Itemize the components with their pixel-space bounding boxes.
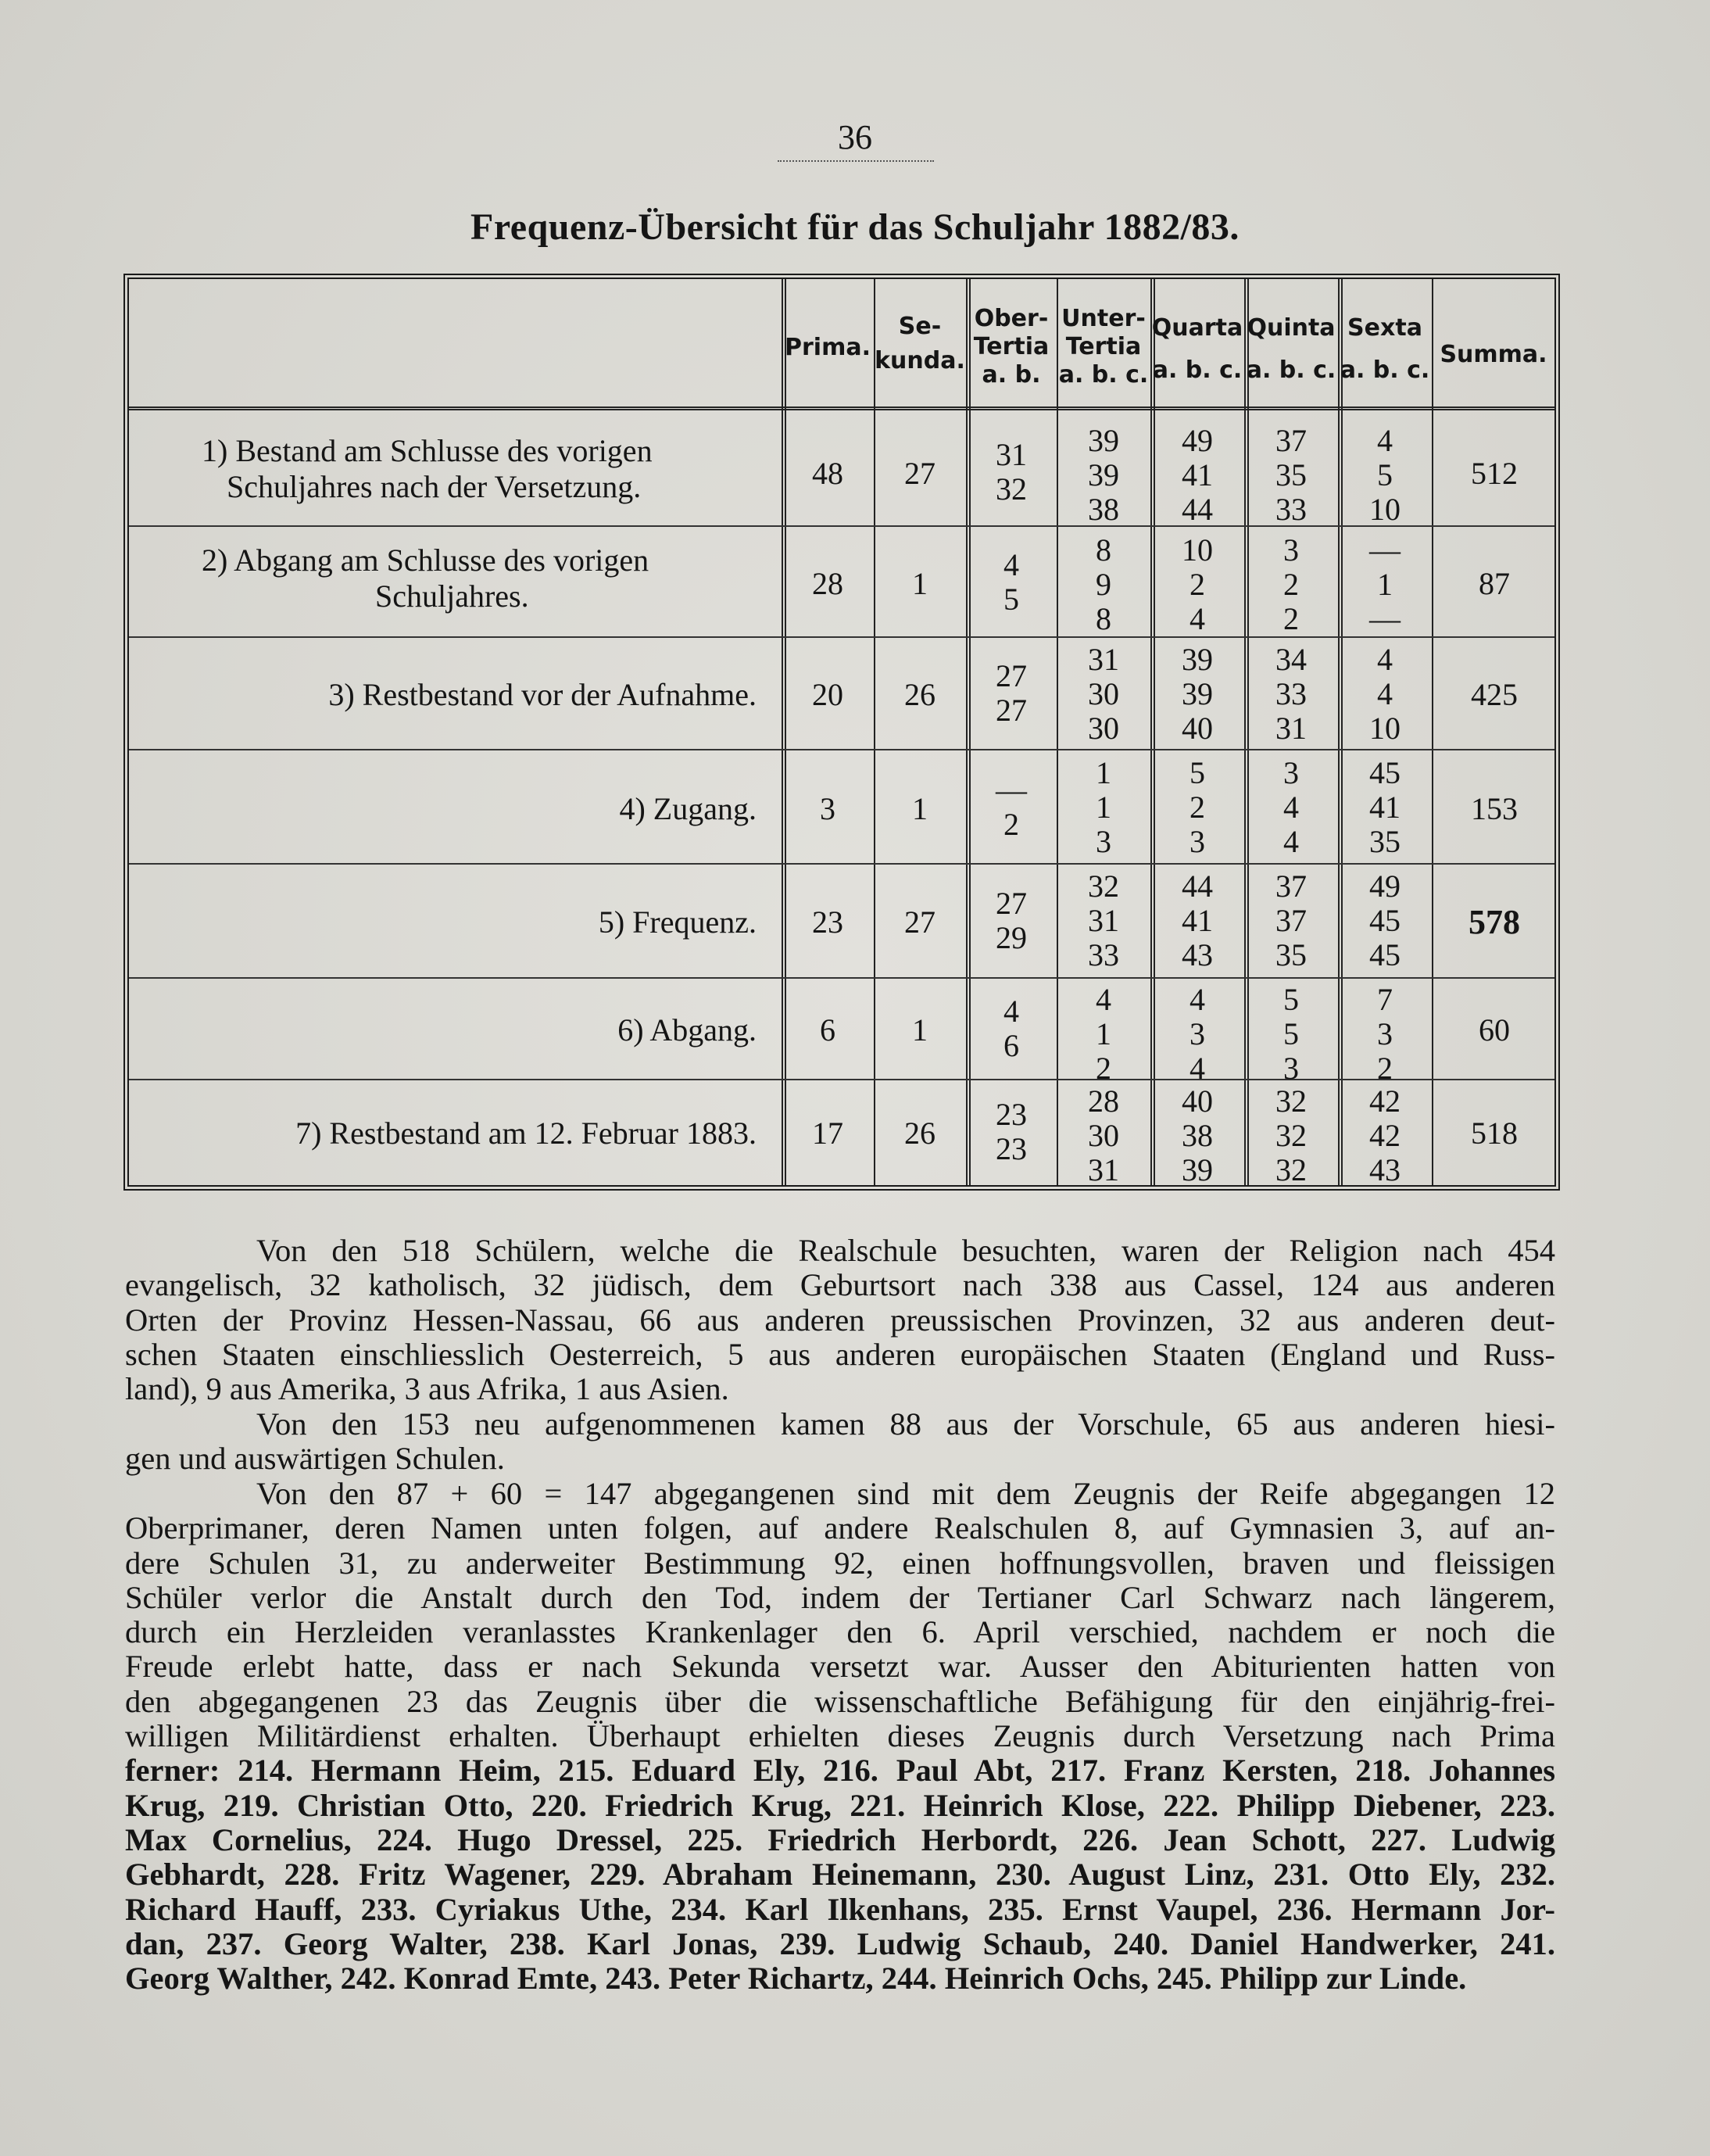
paragraph-departures <box>125 1477 1555 1996</box>
cell-summa: 87 <box>1479 566 1510 601</box>
text-line: Georg Walther, 242. Konrad Emte, 243. Peter Richartz, 244. Heinrich Ochs, 245. Philipp zur Linde. <box>125 1961 1467 1997</box>
cell-quarta-a: 4 <box>1189 982 1205 1017</box>
text-line: evangelisch, 32 katholisch, 32 jüdisch, dem Geburtsort nach 338 aus Cassel, 124 aus anderen <box>125 1267 1555 1303</box>
cell-summa: 425 <box>1471 677 1518 712</box>
cell-sexta-a: 45 <box>1369 755 1401 790</box>
paragraph-religion-origin <box>125 1234 1555 1406</box>
cell-prima: 23 <box>812 904 843 940</box>
cell-quinta-c: 3 <box>1283 1051 1299 1086</box>
cell-quinta-a: 37 <box>1275 423 1307 458</box>
page-number: 36 <box>838 118 872 156</box>
row-label: 7) Restbestand am 12. Februar 1883. <box>295 1116 757 1151</box>
text-line: Freude erlebt hatte, dass er nach Sekunda versetzt war. Ausser den Abiturienten hatten von <box>125 1649 1555 1685</box>
text-line: dere Schulen 31, zu anderweiter Bestimmung 92, einen hoffnungsvollen, braven und fleissigen <box>125 1545 1555 1581</box>
page-number-ornament <box>778 160 934 162</box>
cell-untertertia-c: 30 <box>1088 711 1119 746</box>
cell-untertertia-c: 31 <box>1088 1152 1119 1187</box>
cell-quarta-a: 49 <box>1182 423 1213 458</box>
header-quarta <box>1150 314 1244 385</box>
text-line: Oberprimaner, deren Namen unten folgen, auf andere Realschulen 8, auf Gymnasien 3, auf an- <box>125 1510 1555 1546</box>
cell-quarta-b: 38 <box>1182 1118 1213 1153</box>
table-divider <box>782 279 786 1185</box>
cell-sexta-a: 4 <box>1377 423 1393 458</box>
cell-untertertia-c: 2 <box>1096 1051 1111 1086</box>
cell-untertertia-b: 30 <box>1088 676 1119 711</box>
cell-sekunda: 27 <box>904 456 935 491</box>
cell-summa: 60 <box>1479 1012 1510 1048</box>
cell-sexta-a: 7 <box>1377 982 1393 1017</box>
cell-sekunda: 26 <box>904 1116 935 1151</box>
cell-quinta-b: 35 <box>1275 457 1307 492</box>
cell-summa: 153 <box>1471 791 1518 826</box>
text-line: ferner: 214. Hermann Heim, 215. Eduard Ely, 216. Paul Abt, 217. Franz Kersten, 218. Johannes <box>125 1753 1555 1789</box>
text-line: Von den 87 + 60 = 147 abgegangenen sind mit dem Zeugnis der Reife abgegangen 12 <box>256 1476 1555 1511</box>
cell-quinta-c: 4 <box>1283 824 1299 859</box>
cell-untertertia-c: 3 <box>1096 824 1111 859</box>
cell-quarta-a: 5 <box>1189 755 1205 790</box>
cell-sexta-c: 45 <box>1369 937 1401 972</box>
header-obertertia-line: Ober- <box>974 305 1049 332</box>
cell-quarta-c: 44 <box>1182 492 1213 527</box>
cell-quinta-b: 2 <box>1283 567 1299 602</box>
cell-obertertia-b: 5 <box>1003 582 1019 617</box>
row-label: 1) Bestand am Schlusse des vorigen <box>202 433 653 468</box>
text-line: dan, 237. Georg Walter, 238. Karl Jonas, 239. Ludwig Schaub, 240. Daniel Handwerker, 241. <box>125 1925 1555 1961</box>
cell-quarta-a: 10 <box>1182 532 1213 568</box>
cell-quarta-a: 44 <box>1182 868 1213 904</box>
table-row-rule <box>129 749 1554 750</box>
cell-sexta-b: 42 <box>1369 1118 1401 1153</box>
cell-quinta-a: 37 <box>1275 868 1307 904</box>
cell-sexta-a: 42 <box>1369 1083 1401 1119</box>
cell-quinta-c: 32 <box>1275 1152 1307 1187</box>
header-summa: Summa. <box>1440 341 1547 368</box>
cell-obertertia-b: 32 <box>996 471 1027 507</box>
cell-untertertia-b: 39 <box>1088 457 1119 492</box>
cell-quarta-b: 2 <box>1189 790 1205 825</box>
cell-quarta-c: 39 <box>1182 1152 1213 1187</box>
cell-prima: 17 <box>812 1116 843 1151</box>
row-label: 5) Frequenz. <box>598 904 757 940</box>
cell-sexta-b: 1 <box>1377 567 1393 602</box>
cell-sexta-c: 10 <box>1369 492 1401 527</box>
cell-sexta-c: 2 <box>1377 1051 1393 1086</box>
cell-quinta-a: 34 <box>1275 642 1307 677</box>
row-label: Schuljahres. <box>375 578 529 614</box>
text-line: Orten der Provinz Hessen-Nassau, 66 aus anderen preussischen Provinzen, 32 aus anderen deut- <box>125 1302 1555 1338</box>
table-divider <box>1432 279 1433 1185</box>
cell-quinta-c: 35 <box>1275 937 1307 972</box>
cell-obertertia-a: 31 <box>996 437 1027 472</box>
header-obertertia-line: Tertia <box>973 333 1050 360</box>
text-line: Richard Hauff, 233. Cyriakus Uthe, 234. Karl Ilkenhans, 235. Ernst Vaupel, 236. Hermann Jor- <box>125 1891 1555 1927</box>
cell-untertertia-c: 33 <box>1088 937 1119 972</box>
cell-untertertia-a: 32 <box>1088 868 1119 904</box>
cell-quarta-a: 40 <box>1182 1083 1213 1119</box>
cell-sekunda: 1 <box>912 1012 928 1048</box>
cell-prima: 20 <box>812 677 843 712</box>
cell-untertertia-b: 31 <box>1088 903 1119 938</box>
cell-quarta-a: 39 <box>1182 642 1213 677</box>
table-header-rule <box>129 406 1554 410</box>
header-sekunda-line: Se- <box>898 313 942 340</box>
cell-sexta-b: 5 <box>1377 457 1393 492</box>
cell-obertertia-a: 4 <box>1003 994 1019 1029</box>
cell-obertertia-b: 27 <box>996 693 1027 728</box>
cell-quinta-b: 5 <box>1283 1016 1299 1051</box>
text-line: Krug, 219. Christian Otto, 220. Friedrich Krug, 221. Heinrich Klose, 222. Philipp Diebener, 223. <box>125 1787 1555 1823</box>
cell-untertertia-a: 39 <box>1088 423 1119 458</box>
header-quinta-line: Quinta <box>1247 314 1336 342</box>
cell-untertertia-a: 4 <box>1096 982 1111 1017</box>
cell-prima: 28 <box>812 566 843 601</box>
cell-untertertia-b: 9 <box>1096 567 1111 602</box>
text-line: Von den 518 Schülern, welche die Realschule besuchten, waren der Religion nach 454 <box>256 1233 1555 1268</box>
table-divider <box>874 279 875 1185</box>
cell-untertertia-a: 28 <box>1088 1083 1119 1119</box>
cell-obertertia-b: 29 <box>996 920 1027 955</box>
cell-quarta-b: 39 <box>1182 676 1213 711</box>
cell-untertertia-a: 8 <box>1096 532 1111 568</box>
row-label: 2) Abgang am Schlusse des vorigen <box>202 543 649 578</box>
header-prima: Prima. <box>785 334 871 361</box>
cell-quinta-b: 4 <box>1283 790 1299 825</box>
text-line: durch ein Herzleiden veranlasstes Krankenlager den 6. April verschied, nachdem er noch die <box>125 1614 1555 1650</box>
table-row-rule <box>129 977 1554 979</box>
cell-sexta-a: 49 <box>1369 868 1401 904</box>
cell-summa: 578 <box>1469 903 1520 941</box>
cell-summa: 518 <box>1471 1116 1518 1151</box>
text-line: gen und auswärtigen Schulen. <box>125 1441 505 1477</box>
cell-obertertia-b: 2 <box>1003 807 1019 842</box>
text-line: Gebhardt, 228. Fritz Wagener, 229. Abraham Heinemann, 230. August Linz, 231. Otto Ely, 232. <box>125 1857 1555 1893</box>
cell-quinta-a: 3 <box>1283 532 1299 568</box>
cell-obertertia-a: 23 <box>996 1097 1027 1132</box>
cell-sekunda: 1 <box>912 791 928 826</box>
cell-quinta-b: 33 <box>1275 676 1307 711</box>
cell-untertertia-b: 1 <box>1096 1016 1111 1051</box>
cell-sexta-c: 35 <box>1369 824 1401 859</box>
cell-untertertia-c: 8 <box>1096 601 1111 636</box>
row-label: Schuljahres nach der Versetzung. <box>227 469 642 504</box>
cell-sexta-b: 3 <box>1377 1016 1393 1051</box>
cell-quarta-c: 3 <box>1189 824 1205 859</box>
cell-quinta-c: 31 <box>1275 711 1307 746</box>
header-sexta-line: Sexta <box>1347 314 1422 342</box>
text-line: Von den 153 neu aufgenommenen kamen 88 aus der Vorschule, 65 aus anderen hiesi- <box>256 1406 1555 1442</box>
cell-quarta-b: 3 <box>1189 1016 1205 1051</box>
cell-quinta-b: 37 <box>1275 903 1307 938</box>
header-obertertia-line: a. b. <box>982 361 1041 389</box>
header-untertertia-line: a. b. c. <box>1058 361 1149 389</box>
cell-sexta-c: — <box>1369 601 1401 636</box>
cell-quarta-c: 40 <box>1182 711 1213 746</box>
text-line: Max Cornelius, 224. Hugo Dressel, 225. Friedrich Herbordt, 226. Jean Schott, 227. Ludwig <box>125 1821 1555 1857</box>
cell-quarta-b: 41 <box>1182 457 1213 492</box>
header-quarta-line: Quarta <box>1151 314 1243 342</box>
cell-quarta-b: 41 <box>1182 903 1213 938</box>
cell-sexta-a: — <box>1369 532 1401 568</box>
header-untertertia-line: Unter- <box>1061 305 1146 332</box>
cell-quinta-a: 32 <box>1275 1083 1307 1119</box>
cell-untertertia-b: 1 <box>1096 790 1111 825</box>
cell-quinta-b: 32 <box>1275 1118 1307 1153</box>
cell-prima: 48 <box>812 456 843 491</box>
cell-quinta-a: 3 <box>1283 755 1299 790</box>
row-label: 6) Abgang. <box>617 1012 757 1048</box>
header-sekunda <box>874 313 966 375</box>
header-obertertia <box>966 305 1057 389</box>
cell-sexta-a: 4 <box>1377 642 1393 677</box>
cell-quarta-c: 4 <box>1189 601 1205 636</box>
text-line: willigen Militärdienst erhalten. Überhaupt erhielten dieses Zeugnis durch Versetzung nach Prima <box>125 1718 1555 1754</box>
cell-obertertia-b: 23 <box>996 1131 1027 1166</box>
table-row-rule <box>129 863 1554 865</box>
header-sexta <box>1338 314 1432 385</box>
cell-sexta-b: 45 <box>1369 903 1401 938</box>
cell-quarta-b: 2 <box>1189 567 1205 602</box>
text-line: Schüler verlor die Anstalt durch den Tod, indem der Tertianer Carl Schwarz nach längerem, <box>125 1579 1555 1615</box>
cell-obertertia-a: — <box>996 772 1027 808</box>
header-sekunda-line: kunda. <box>875 347 965 374</box>
cell-untertertia-b: 30 <box>1088 1118 1119 1153</box>
header-quinta-line: a. b. c. <box>1246 356 1336 384</box>
text-line: land), 9 aus Amerika, 3 aus Afrika, 1 aus Asien. <box>125 1371 729 1407</box>
row-label: 3) Restbestand vor der Aufnahme. <box>328 677 757 712</box>
header-quinta <box>1244 314 1338 385</box>
cell-quinta-c: 33 <box>1275 492 1307 527</box>
cell-sexta-c: 43 <box>1369 1152 1401 1187</box>
header-untertertia <box>1057 305 1150 389</box>
header-quarta-line: a. b. c. <box>1152 356 1243 384</box>
cell-quinta-a: 5 <box>1283 982 1299 1017</box>
page-title: Frequenz-Übersicht für das Schuljahr 1882/83. <box>470 206 1240 248</box>
text-line: den abgegangenen 23 das Zeugnis über die wissenschaftliche Befähigung für den einjährig-frei- <box>125 1683 1555 1719</box>
cell-obertertia-a: 27 <box>996 886 1027 921</box>
cell-sexta-b: 4 <box>1377 676 1393 711</box>
row-label: 4) Zugang. <box>619 791 757 826</box>
cell-obertertia-a: 4 <box>1003 547 1019 582</box>
cell-untertertia-a: 31 <box>1088 642 1119 677</box>
cell-sexta-c: 10 <box>1369 711 1401 746</box>
cell-untertertia-a: 1 <box>1096 755 1111 790</box>
cell-sekunda: 1 <box>912 566 928 601</box>
cell-quarta-c: 43 <box>1182 937 1213 972</box>
header-untertertia-line: Tertia <box>1065 333 1142 360</box>
cell-obertertia-b: 6 <box>1003 1028 1019 1063</box>
cell-prima: 6 <box>820 1012 835 1048</box>
paragraph-new-admissions <box>125 1407 1555 1477</box>
cell-untertertia-c: 38 <box>1088 492 1119 527</box>
text-line: schen Staaten einschliesslich Oesterreich, 5 aus anderen europäischen Staaten (England und Russ- <box>125 1336 1555 1372</box>
table-row-rule <box>129 636 1554 638</box>
cell-obertertia-a: 27 <box>996 658 1027 693</box>
cell-sekunda: 27 <box>904 904 935 940</box>
cell-sexta-b: 41 <box>1369 790 1401 825</box>
cell-quinta-c: 2 <box>1283 601 1299 636</box>
cell-sekunda: 26 <box>904 677 935 712</box>
cell-quarta-c: 4 <box>1189 1051 1205 1086</box>
cell-summa: 512 <box>1471 456 1518 491</box>
header-sexta-line: a. b. c. <box>1340 356 1430 384</box>
cell-prima: 3 <box>820 791 835 826</box>
